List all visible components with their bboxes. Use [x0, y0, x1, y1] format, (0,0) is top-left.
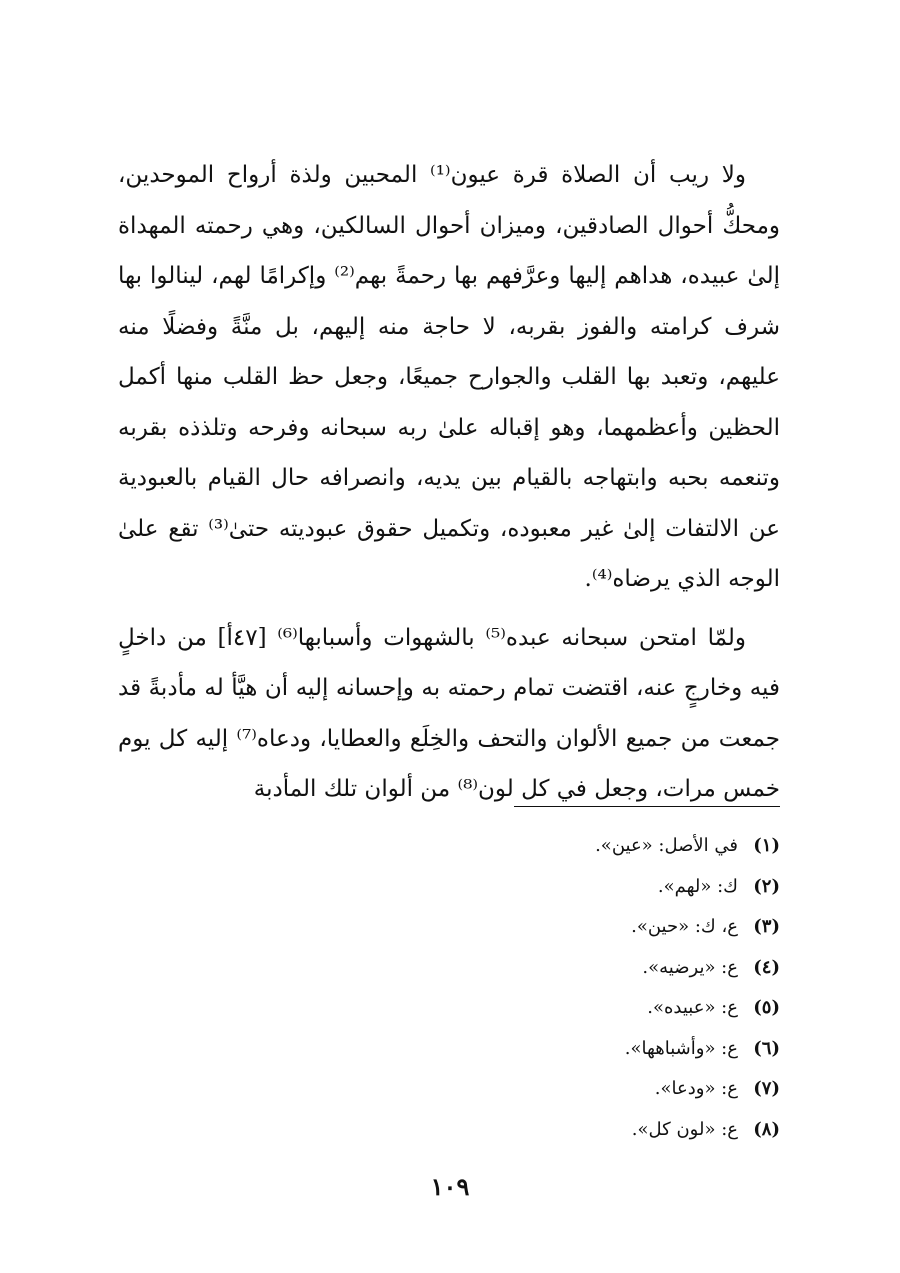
footnote-text: في الأصل: «عين». [595, 835, 738, 856]
footnote-text: ع: «ودعا». [654, 1078, 738, 1099]
footnote-1 [118, 826, 780, 867]
footnote-text: ع: «لون كل». [631, 1118, 738, 1140]
footnote-number: (١) [753, 835, 780, 856]
footnote-2 [118, 867, 780, 908]
footnote-3 [118, 907, 780, 948]
footnote-7 [118, 1069, 780, 1110]
footnote-5 [118, 988, 780, 1029]
footnote-divider [514, 806, 780, 807]
footnote-text: ع: «وأشباهها». [624, 1037, 738, 1059]
footnotes-list [118, 826, 780, 1150]
footnote-number: (٤) [753, 956, 780, 978]
paragraph-1: ولا ريب أن الصلاة قرة عيون⁽¹⁾ المحبين ولذة أرواح الموحدين، ومحكُّ أحوال الصادقين، وميزان أحوال السالكين، وهي رحمته المهداة إلىٰ عبيده، هداهم إليها وعرَّفهم بها رحمةً بهم⁽²⁾ وإكرامًا لهم، لينالوا بها شرف كرامته والفوز بقربه، لا حاجة منه إليهم، بل منَّةً وفضلًا منه عليهم، وتعبد بها القلب والجوارح جميعًا، وجعل حظ القلب منها أكمل الحظين وأعظمهما، وهو إقباله علىٰ ربه سبحانه وفرحه وتلذذه بقربه وتنعمه بحبه وابتهاجه بالقيام بين يديه، وانصرافه حال القيام بالعبودية عن الالتفات إلىٰ غير معبوده، وتكميل حقوق عبوديته حتىٰ⁽³⁾ تقع علىٰ الوجه الذي يرضاه⁽⁴⁾. [118, 162, 780, 592]
footnote-4 [118, 948, 780, 989]
footnote-number: (٥) [753, 997, 780, 1018]
footnote-number: (٨) [753, 1118, 780, 1140]
footnote-text: ع: «يرضيه». [642, 956, 738, 978]
footnote-number: (٢) [753, 875, 780, 897]
footnote-number: (٣) [753, 916, 780, 937]
paragraph-2: ولمّا امتحن سبحانه عبده⁽⁵⁾ بالشهوات وأسبابها⁽⁶⁾ [٤٧أ] من داخلٍ فيه وخارجٍ عنه، اقتضت تمام رحمته به وإحسانه إليه أن هيَّأ له مأدبةً قد جمعت من جميع الألوان والتحف والخِلَع والعطايا، ودعاه⁽⁷⁾ إليه كل يوم خمس مرات، وجعل في كل لون⁽⁸⁾ من ألوان تلك المأدبة [118, 624, 780, 802]
footnote-6 [118, 1029, 780, 1070]
footnote-text: ك: «لهم». [657, 875, 738, 897]
footnote-number: (٧) [753, 1078, 780, 1099]
page-number: ١٠٩ [430, 1172, 470, 1201]
main-text [118, 150, 780, 815]
footnote-text: ع: «عبيده». [647, 997, 738, 1018]
footnote-text: ع، ك: «حين». [631, 916, 738, 937]
footnote-8 [118, 1110, 780, 1151]
footnote-number: (٦) [753, 1037, 780, 1059]
